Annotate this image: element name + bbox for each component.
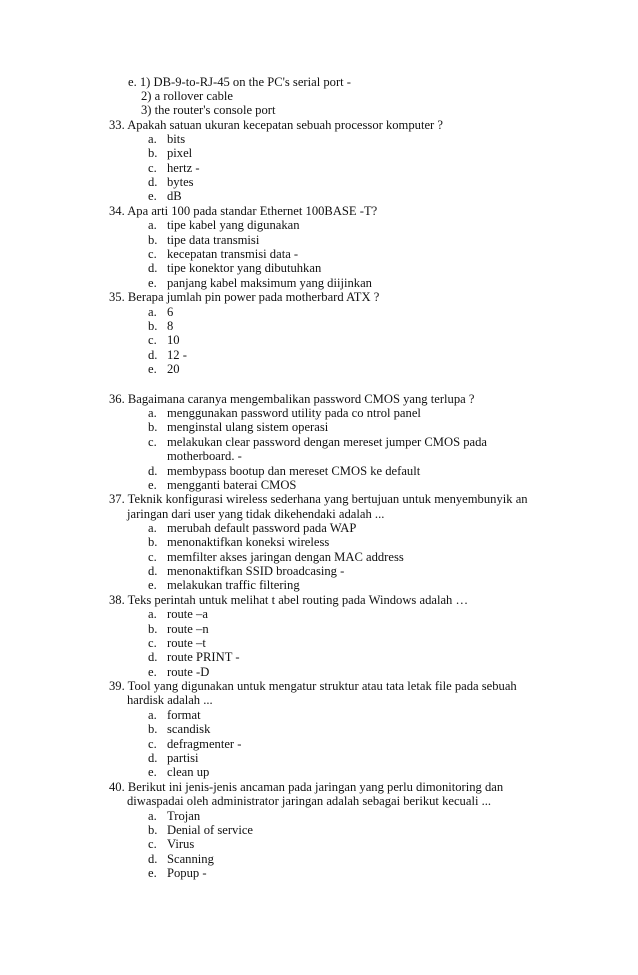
option-text: menonaktifkan koneksi wireless: [167, 535, 330, 549]
option-text: 20: [167, 362, 180, 376]
option-letter: b.: [148, 823, 158, 837]
option-text: Popup -: [167, 866, 207, 880]
question-stem-continuation: diwaspadai oleh administrator jaringan adalah sebagai berikut kecuali ...: [127, 794, 492, 808]
option-text: route –a: [167, 607, 208, 621]
preamble-line: 3) the router's console port: [141, 103, 276, 117]
option-text: format: [167, 708, 201, 722]
option-text: panjang kabel maksimum yang diijinkan: [167, 276, 372, 290]
option-text: bits: [167, 132, 186, 146]
question-stem-continuation: jaringan dari user yang tidak dikehendaki adalah ...: [127, 507, 385, 521]
option-text: mengganti baterai CMOS: [167, 478, 297, 492]
option-letter: c.: [148, 737, 157, 751]
preamble-line: e. 1) DB-9-to-RJ-45 on the PC's serial port -: [128, 75, 351, 89]
option-letter: b.: [148, 319, 158, 333]
option-text: pixel: [167, 146, 193, 160]
option-text: melakukan clear password dengan mereset jumper CMOS pada: [167, 435, 487, 449]
option-letter: a.: [148, 218, 157, 232]
option-text: 6: [167, 305, 174, 319]
option-letter: d.: [148, 650, 158, 664]
option-letter: e.: [148, 276, 157, 290]
question-stem: 39. Tool yang digunakan untuk mengatur struktur atau tata letak file pada sebuah: [109, 679, 517, 693]
option-letter: c.: [148, 161, 157, 175]
option-letter: b.: [148, 233, 158, 247]
option-letter: a.: [148, 132, 157, 146]
option-text: menonaktifkan SSID broadcasing -: [167, 564, 345, 578]
option-text: 12 -: [167, 348, 187, 362]
option-text: tipe konektor yang dibutuhkan: [167, 261, 322, 275]
option-letter: e.: [148, 578, 157, 592]
option-letter: b.: [148, 146, 158, 160]
option-text: route –n: [167, 622, 209, 636]
option-text: route PRINT -: [167, 650, 240, 664]
option-text-continuation: motherboard. -: [167, 449, 242, 463]
option-letter: b.: [148, 722, 158, 736]
option-letter: b.: [148, 622, 158, 636]
option-letter: a.: [148, 305, 157, 319]
option-letter: a.: [148, 708, 157, 722]
option-text: hertz -: [167, 161, 200, 175]
option-text: Virus: [167, 837, 195, 851]
option-letter: c.: [148, 333, 157, 347]
option-text: Scanning: [167, 852, 214, 866]
option-letter: d.: [148, 175, 158, 189]
option-letter: d.: [148, 852, 158, 866]
option-text: partisi: [167, 751, 199, 765]
option-letter: d.: [148, 464, 158, 478]
option-text: clean up: [167, 765, 210, 779]
option-letter: d.: [148, 348, 158, 362]
question-stem-continuation: hardisk adalah ...: [127, 693, 213, 707]
question-stem: 34. Apa arti 100 pada standar Ethernet 100BASE -T?: [109, 204, 378, 218]
option-letter: a.: [148, 521, 157, 535]
option-text: scandisk: [167, 722, 211, 736]
question-stem: 33. Apakah satuan ukuran kecepatan sebuah processor komputer ?: [109, 118, 443, 132]
question-stem: 35. Berapa jumlah pin power pada motherbard ATX ?: [109, 290, 380, 304]
option-text: merubah default password pada WAP: [167, 521, 357, 535]
option-letter: e.: [148, 765, 157, 779]
option-letter: c.: [148, 636, 157, 650]
option-letter: c.: [148, 435, 157, 449]
option-text: melakukan traffic filtering: [167, 578, 300, 592]
question-stem: 36. Bagaimana caranya mengembalikan password CMOS yang terlupa ?: [109, 392, 475, 406]
option-text: route –t: [167, 636, 206, 650]
option-letter: e.: [148, 866, 157, 880]
question-stem: 38. Teks perintah untuk melihat t abel routing pada Windows adalah …: [109, 593, 469, 607]
option-text: memfilter akses jaringan dengan MAC address: [167, 550, 404, 564]
option-text: kecepatan transmisi data -: [167, 247, 299, 261]
option-letter: e.: [148, 362, 157, 376]
option-text: dB: [167, 189, 182, 203]
preamble-line: 2) a rollover cable: [141, 89, 233, 103]
option-text: menginstal ulang sistem operasi: [167, 420, 329, 434]
option-text: 10: [167, 333, 180, 347]
option-letter: e.: [148, 189, 157, 203]
question-stem: 40. Berikut ini jenis-jenis ancaman pada jaringan yang perlu dimonitoring dan: [109, 780, 504, 794]
option-text: defragmenter -: [167, 737, 242, 751]
option-letter: b.: [148, 420, 158, 434]
option-letter: e.: [148, 665, 157, 679]
option-text: tipe data transmisi: [167, 233, 260, 247]
option-letter: d.: [148, 751, 158, 765]
option-text: Denial of service: [167, 823, 254, 837]
option-text: 8: [167, 319, 174, 333]
option-text: tipe kabel yang digunakan: [167, 218, 300, 232]
option-letter: a.: [148, 607, 157, 621]
option-letter: c.: [148, 837, 157, 851]
option-text: route -D: [167, 665, 210, 679]
option-letter: b.: [148, 535, 158, 549]
option-letter: e.: [148, 478, 157, 492]
option-text: bytes: [167, 175, 194, 189]
question-stem: 37. Teknik konfigurasi wireless sederhana yang bertujuan untuk menyembunyik an: [109, 492, 528, 506]
option-text: menggunakan password utility pada co ntrol panel: [167, 406, 421, 420]
option-letter: d.: [148, 564, 158, 578]
option-letter: c.: [148, 550, 157, 564]
option-text: membypass bootup dan mereset CMOS ke default: [167, 464, 421, 478]
option-letter: a.: [148, 809, 157, 823]
option-letter: d.: [148, 261, 158, 275]
option-text: Trojan: [167, 809, 201, 823]
option-letter: c.: [148, 247, 157, 261]
option-letter: a.: [148, 406, 157, 420]
